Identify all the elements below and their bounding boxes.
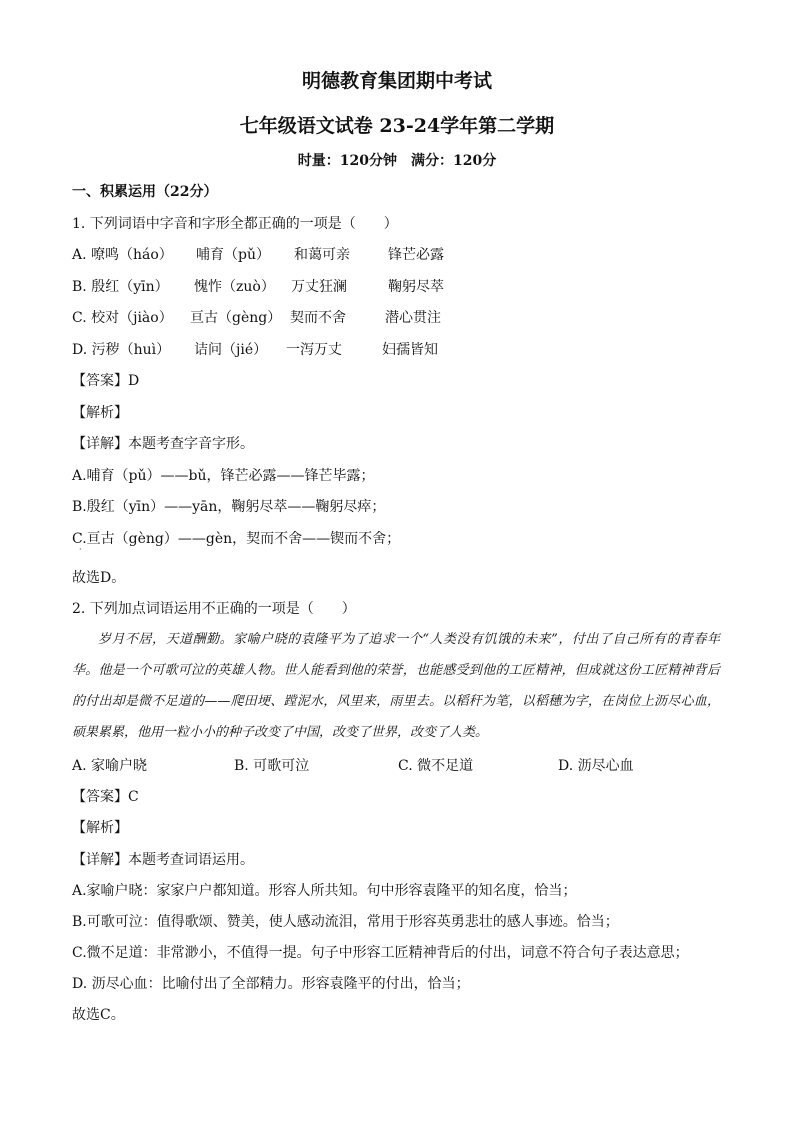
q2-option-b: B. 可歌可泣 bbox=[234, 758, 310, 774]
q2-answer: 【答案】C bbox=[72, 789, 139, 805]
q2-explain-a: A.家喻户晓：家家户户都知道。形容人所共知。句中形容袁隆平的知名度，恰当； bbox=[72, 883, 577, 899]
q1-conclusion: 故选D。 bbox=[72, 570, 126, 586]
option-part: 哺育（pǔ） bbox=[196, 247, 270, 263]
time-info: 时量：120分钟 满分：120分 bbox=[297, 153, 497, 169]
q2-analysis: 【解析】 bbox=[72, 820, 128, 836]
option-part: 契而不舍 bbox=[290, 310, 346, 326]
q2-option-c: C. 微不足道 bbox=[398, 758, 474, 774]
q2-explain-c: C.微不足道：非常渺小，不值得一提。句子中形容工匠精神背后的付出，词意不符合句子表达意思； bbox=[72, 945, 689, 961]
option-part: 妇孺皆知 bbox=[382, 342, 438, 358]
q1-explain-c: C.亘古（gèng）——gèn，契而不舍——锲而不舍； bbox=[72, 531, 401, 547]
option-part: 鞠躬尽萃 bbox=[388, 279, 444, 295]
option-part: 一泻万丈 bbox=[286, 342, 342, 358]
option-part: 亘古（gèng） bbox=[190, 310, 282, 326]
q2-stem: 2. 下列加点词语运用不正确的一项是（ ） bbox=[72, 601, 356, 617]
q2-option-a: A. 家喻户晓 bbox=[72, 758, 148, 774]
school-title: 明德教育集团期中考试 bbox=[301, 70, 492, 92]
q2-conclusion: 故选C。 bbox=[72, 1007, 125, 1023]
option-part: 诘问（jié） bbox=[194, 342, 268, 358]
option-part: 和蔼可亲 bbox=[294, 247, 350, 263]
option-part: 锋芒必露 bbox=[388, 247, 444, 263]
option-part: A. 嘹鸣（háo） bbox=[72, 247, 173, 263]
option-part: 万丈狂澜 bbox=[291, 279, 347, 295]
section-title: 一、积累运用（22分） bbox=[72, 184, 218, 200]
option-part: B. 殷红（yīn） bbox=[72, 279, 169, 295]
q1-analysis: 【解析】 bbox=[72, 405, 128, 421]
q1-explain-b: B.殷红（yīn）——yān，鞠躬尽萃——鞠躬尽瘁； bbox=[72, 499, 386, 515]
exam-title: 七年级语文试卷 23-24学年第二学期 bbox=[239, 115, 555, 137]
q2-detail: 【详解】本题考查词语运用。 bbox=[72, 852, 254, 868]
option-part: 愧怍（zuò） bbox=[194, 279, 275, 295]
option-part: C. 校对（jiào） bbox=[72, 310, 173, 326]
q1-detail: 【详解】本题考查字音字形。 bbox=[72, 436, 254, 452]
q2-passage: 岁月不居，天道酬勤。家喻户晓的袁隆平为了追求一个“人类没有饥饿的未来”，付出了自己所有的青春年华。他是一个可歌可泣的英雄人物。世人能看到他的荣誉，也能感受到他的工匠精神，但成就这份工匠精神背后的付出却是微不足道的——爬田埂、蹚泥水，风里来，雨里去。以稻秆为笔，以稻穗为字，在岗位上沥尽心血，硕果累累，他用一粒小小的种子改变了中国，改变了世界，改变了人类。 bbox=[72, 632, 720, 740]
option-part: 潜心贯注 bbox=[385, 310, 441, 326]
q2-explain-b: B.可歌可泣：值得歌颂、赞美，使人感动流泪，常用于形容英勇悲壮的感人事迹。恰当； bbox=[72, 914, 619, 930]
q2-option-d: D. 沥尽心血 bbox=[558, 758, 634, 774]
q1-explain-a: A.哺育（pǔ）——bǔ，锋芒必露——锋芒毕露； bbox=[72, 468, 375, 484]
emphasis-dot: · bbox=[79, 545, 82, 554]
option-part: D. 污秽（huì） bbox=[72, 342, 171, 358]
q2-explain-d: D. 沥尽心血：比喻付出了全部精力。形容袁隆平的付出，恰当； bbox=[72, 976, 470, 992]
q1-answer: 【答案】D bbox=[72, 373, 140, 389]
q1-stem: 1. 下列词语中字音和字形全都正确的一项是（ ） bbox=[72, 216, 398, 232]
